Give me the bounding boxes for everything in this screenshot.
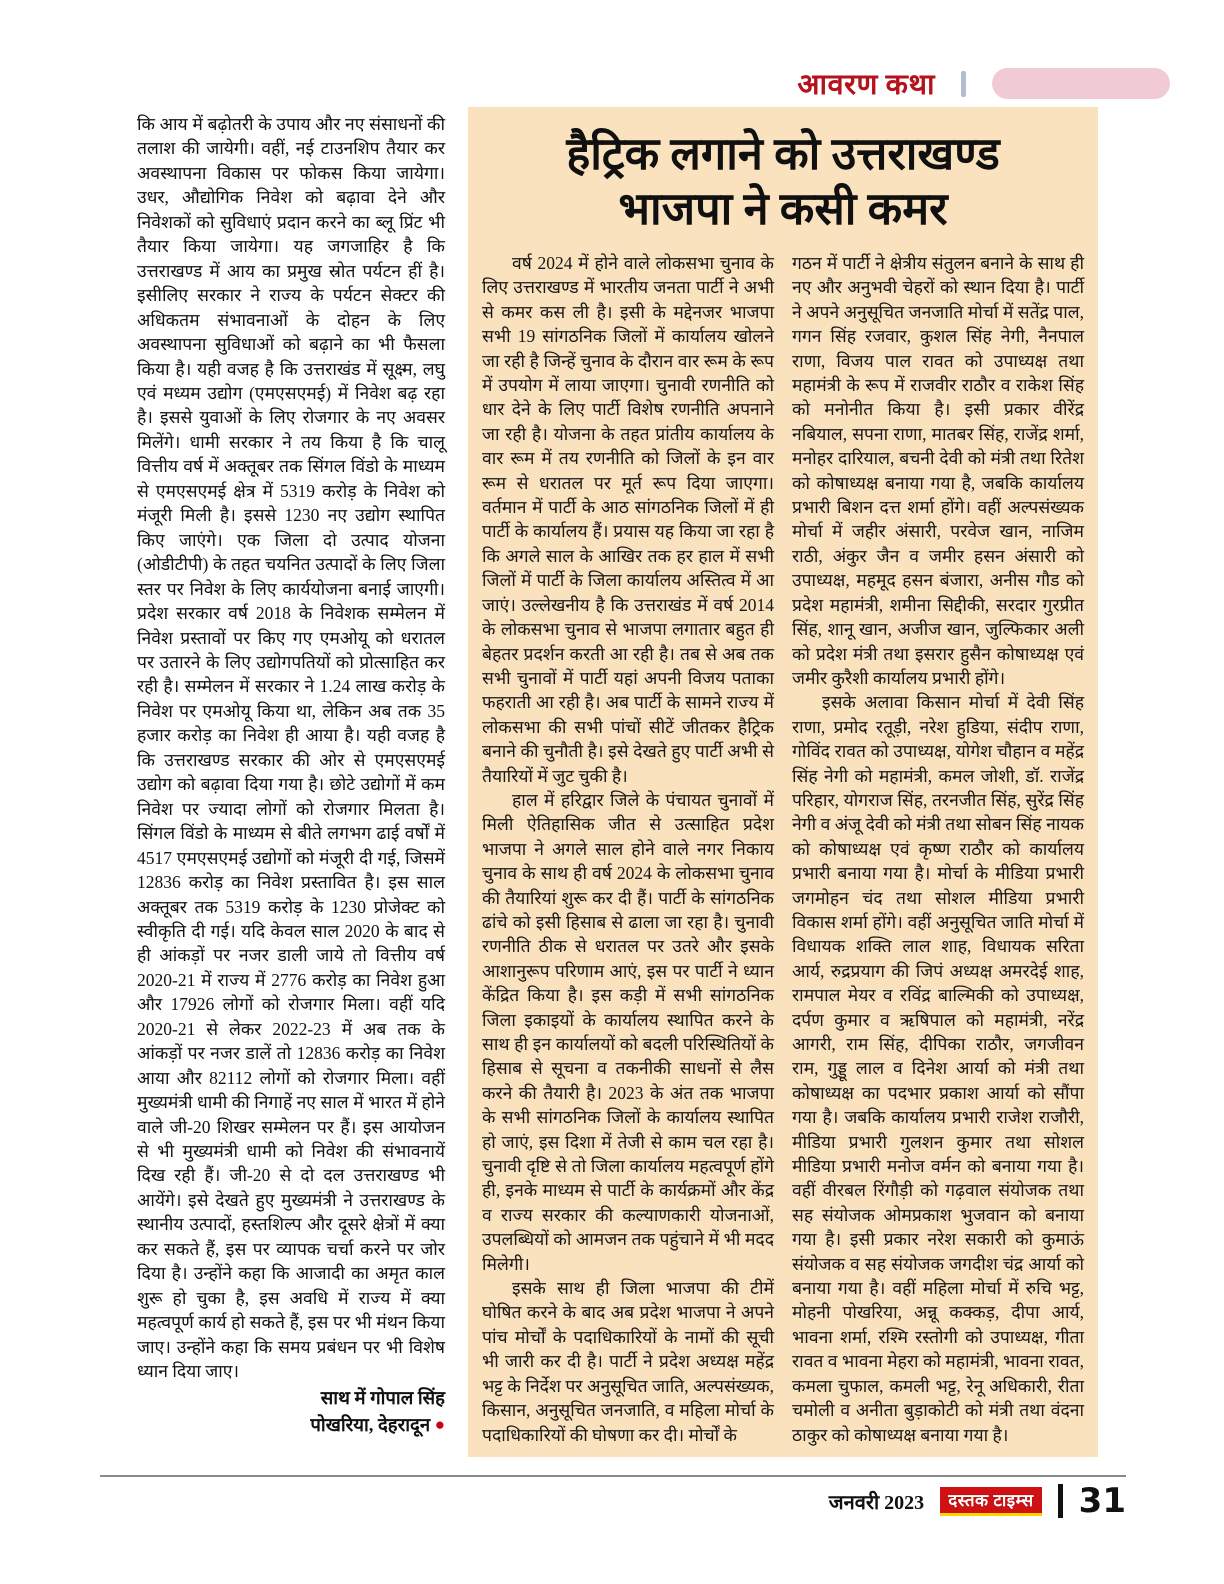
feature-column-2	[792, 251, 1084, 1447]
page-number: 31	[1078, 1481, 1126, 1521]
article-headline	[482, 127, 1084, 237]
feature-column-1	[482, 251, 774, 1447]
cover-story-box	[468, 107, 1098, 1457]
author-credit-line2: पोखरिया, देहरादून ●	[310, 1414, 445, 1436]
paragraph: इसके साथ ही जिला भाजपा की टीमें घोषित करने के बाद अब प्रदेश भाजपा ने अपने पांच मोर्चों के पदाधिकारियों के नामों की सूची भी जारी कर दी है। पार्टी ने प्रदेश अध्यक्ष महेंद्र भट्ट के निर्देश पर अनुसूचित जाति, अल्पसंख्यक, किसान, अनुसूचित जनजाति, व महिला मोर्चा के पदाधिकारियों की घोषणा कर दी। मोर्चों के	[482, 1278, 774, 1445]
paragraph: वर्ष 2024 में होने वाले लोकसभा चुनाव के लिए उत्तराखण्ड में भारतीय जनता पार्टी ने अभी से कमर कस ली है। इसी के मद्देनजर भाजपा सभी 19 सांगठनिक जिलों में कार्यालय खोलने जा रही है जिन्हें चुनाव के दौरान वार रूम के रूप में उपयोग में लाया जाएगा। चुनावी रणनीति को धार देने के लिए पार्टी विशेष रणनीति अपनाने जा रही है। योजना के तहत प्रांतीय कार्यालय के वार रूम में तय रणनीति को जिलों के इन वार रूम से धरातल पर मूर्त रूप दिया जाएगा। वर्तमान में पार्टी के आठ सांगठनिक जिलों में ही पार्टी के कार्यालय हैं। प्रयास यह किया जा रहा है कि अगले साल के आखिर तक हर हाल में सभी जिलों में पार्टी के जिला कार्यालय अस्तित्व में आ जाएं। उल्लेखनीय है कि उत्तराखंड में वर्ष 2014 के लोकसभा चुनाव से भाजपा लगातार बहुत ही बेहतर प्रदर्शन करती आ रही है। तब से अब तक सभी चुनावों में पार्टी यहां अपनी विजय पताका फहराती आ रही है। अब पार्टी के सामने राज्य में लोकसभा की सभी पांचों सीटें जीतकर हैट्रिक बनाने की चुनौती है। इसे देखते हुए पार्टी अभी से तैयारियों में जुट चुकी है।	[482, 253, 774, 786]
left-column-text: कि आय में बढ़ोतरी के उपाय और नए संसाधनों की तलाश की जायेगी। वहीं, नई टाउनशिप तैयार कर अवस्थापना विकास पर फोकस किया जायेगा। उधर, औद्योगिक निवेश को बढ़ावा देने और निवेशकों को सुविधाएं प्रदान करने का ब्लू प्रिंट भी तैयार किया जायेगा। यह जगजाहिर है कि उत्तराखण्ड में आय का प्रमुख स्रोत पर्यटन हीं है। इसीलिए सरकार ने राज्य के पर्यटन सेक्टर की अधिकतम संभावनाओं के दोहन के लिए अवस्थापना सुविधाओं को बढ़ाने का भी फैसला किया है। यही वजह है कि उत्तराखंड में सूक्ष्म, लघु एवं मध्यम उद्योग (एमएसएमई) में निवेश बढ़ रहा है। इससे युवाओं के लिए रोजगार के नए अवसर मिलेंगे। धामी सरकार ने तय किया है कि चालू वित्तीय वर्ष में अक्तूबर तक सिंगल विंडो के माध्यम से एमएसएमई क्षेत्र में 5319 करोड़ के निवेश को मंजूरी मिली है। इससे 1230 नए उद्योग स्थापित किए जाएंगे। एक जिला दो उत्पाद योजना (ओडीटीपी) के तहत चयनित उत्पादों के लिए जिला स्तर पर निवेश के लिए कार्ययोजना बनाई जाएगी। प्रदेश सरकार वर्ष 2018 के निवेशक सम्मेलन में निवेश प्रस्तावों पर किए गए एमओयू को धरातल पर उतारने के लिए उद्योगपतियों को प्रोत्साहित कर रही है। सम्मेलन में सरकार ने 1.24 लाख करोड़ के निवेश पर एमओयू किया था, लेकिन अब तक 35 हजार करोड़ का निवेश ही आया है। यही वजह है कि उत्तराखण्ड सरकार की ओर से एमएसएमई उद्योग को बढ़ावा दिया गया है। छोटे उद्योगों में कम निवेश पर ज्यादा लोगों को रोजगार मिलता है। सिंगल विंडो के माध्यम से बीते लगभग ढाई वर्षों में 4517 एमएसएमई उद्योगों को मंजूरी दी गई, जिसमें 12836 करोड़ का निवेश प्रस्तावित है। इस साल अक्तूबर तक 5319 करोड़ के 1230 प्रोजेक्ट को स्वीकृति दी गई। यदि केवल साल 2020 के बाद से ही आंकड़ों पर नजर डाली जाये तो वित्तीय वर्ष 2020-21 में राज्य में 2776 करोड़ का निवेश हुआ और 17926 लोगों को रोजगार मिला। वहीं यदि 2020-21 से लेकर 2022-23 में अब तक के आंकड़ों पर नजर डालें तो 12836 करोड़ का निवेश आया और 82112 लोगों को रोजगार मिला। वहीं मुख्यमंत्री धामी की निगाहें नए साल में भारत में होने वाले जी-20 शिखर सम्मेलन पर हैं। इस आयोजन से भी मुख्यमंत्री धामी को निवेश की संभावनायें दिख रही हैं। जी-20 से दो दल उत्तराखण्ड भी आयेंगे। इसे देखते हुए मुख्यमंत्री ने उत्तराखण्ड के स्थानीय उत्पादों, हस्तशिल्प और दूसरे क्षेत्रों में क्या कर सकते हैं, इस पर व्यापक चर्चा करने पर जोर दिया है। उन्होंने कहा कि आजादी का अमृत काल शुरू हो चुका है, इस अवधि में राज्य में क्या महत्वपूर्ण कार्य हो सकते हैं, इस पर भी मंथन किया जाए। उन्होंने कहा कि समय प्रबंधन पर भी विशेष ध्यान दिया जाए।	[137, 114, 445, 1382]
feature-columns	[482, 251, 1084, 1447]
left-article-column	[137, 112, 445, 1439]
footer-divider-bar	[1058, 1484, 1063, 1518]
headline-line2: भाजपा ने कसी कमर	[618, 184, 948, 234]
headline-line1: हैट्रिक लगाने को उत्तराखण्ड	[566, 129, 1000, 179]
section-label: आवरण कथा	[797, 69, 935, 101]
page-header	[0, 64, 1192, 103]
end-of-article-dot-icon: ●	[434, 1414, 445, 1434]
author-credit-line1: साथ में गोपाल सिंह	[320, 1388, 445, 1409]
paragraph: गठन में पार्टी ने क्षेत्रीय संतुलन बनाने के साथ ही नए और अनुभवी चेहरों को स्थान दिया है। पार्टी ने अपने अनुसूचित जनजाति मोर्चा में सतेंद्र पाल, गगन सिंह रजवार, कुशल सिंह नेगी, नैनपाल राणा, विजय पाल रावत को उपाध्यक्ष तथा महामंत्री के रूप में राजवीर राठौर व राकेश सिंह को मनोनीत किया है। इसी प्रकार वीरेंद्र नबियाल, सपना राणा, मातबर सिंह, राजेंद्र शर्मा, मनोहर दारियाल, बचनी देवी को मंत्री तथा रितेश को कोषाध्यक्ष बनाया गया है, जबकि कार्यालय प्रभारी बिशन दत्त शर्मा होंगे। वहीं अल्पसंख्यक मोर्चा में जहीर अंसारी, परवेज खान, नाजिम राठी, अंकुर जैन व जमीर हसन अंसारी को उपाध्यक्ष, महमूद हसन बंजारा, अनीस गौड को प्रदेश महामंत्री, शमीना सिद्दीकी, सरदार गुरप्रीत सिंह, शानू खान, अजीज खान, जुल्फिकार अली को प्रदेश मंत्री तथा इसरार हुसैन कोषाध्यक्ष एवं जमीर कुरैशी कार्यालय प्रभारी होंगे।	[792, 253, 1084, 688]
header-pink-pill	[992, 68, 1170, 99]
magazine-logo: दस्तक टाइम्स	[940, 1487, 1041, 1516]
page-footer	[828, 1481, 1126, 1521]
issue-date: जनवरी 2023	[828, 1491, 925, 1514]
paragraph: हाल में हरिद्वार जिले के पंचायत चुनावों में मिली ऐतिहासिक जीत से उत्साहित प्रदेश भाजपा ने अगले साल होने वाले नगर निकाय चुनाव के साथ ही वर्ष 2024 के लोकसभा चुनाव की तैयारियां शुरू कर दी हैं। पार्टी के सांगठनिक ढांचे को इसी हिसाब से ढाला जा रहा है। चुनावी रणनीति ठीक से धरातल पर उतरे और इसके आशानुरूप परिणाम आएं, इस पर पार्टी ने ध्यान केंद्रित किया है। इस कड़ी में सभी सांगठनिक जिला इकाइयों के कार्यालय स्थापित करने के साथ ही इन कार्यालयों को बदली परिस्थितियों के हिसाब से सूचना व तकनीकी साधनों से लैस करने की तैयारी है। 2023 के अंत तक भाजपा के सभी सांगठनिक जिलों के कार्यालय स्थापित हो जाएं, इस दिशा में तेजी से काम चल रहा है। चुनावी दृष्टि से तो जिला कार्यालय महत्वपूर्ण होंगे ही, इनके माध्यम से पार्टी के कार्यक्रमों और केंद्र व राज्य सरकार की कल्याणकारी योजनाओं, उपलब्धियों को आमजन तक पहुंचाने में भी मदद मिलेगी।	[482, 789, 774, 1274]
header-divider-tick	[961, 71, 966, 97]
author-credit	[137, 1386, 445, 1439]
paragraph: इसके अलावा किसान मोर्चा में देवी सिंह राणा, प्रमोद रतूड़ी, नरेश हुडिया, संदीप राणा, गोविंद रावत को उपाध्यक्ष, योगेश चौहान व महेंद्र सिंह नेगी को महामंत्री, कमल जोशी, डॉ. राजेंद्र परिहार, योगराज सिंह, तरनजीत सिंह, सुरेंद्र सिंह नेगी व अंजू देवी को मंत्री तथा सोबन सिंह नायक को कोषाध्यक्ष एवं कृष्ण राठौर को कार्यालय प्रभारी बनाया गया है। मोर्चा के मीडिया प्रभारी जगमोहन चंद तथा सोशल मीडिया प्रभारी विकास शर्मा होंगे। वहीं अनुसूचित जाति मोर्चा में विधायक शक्ति लाल शाह, विधायक सरिता आर्य, रुद्रप्रयाग की जिपं अध्यक्ष अमरदेई शाह, रामपाल मेयर व रविंद्र बाल्मिकी को उपाध्यक्ष, दर्पण कुमार व ऋषिपाल को महामंत्री, नरेंद्र आगरी, राम सिंह, दीपिका राठौर, जगजीवन राम, गुड्डू लाल व दिनेश आर्या को मंत्री तथा कोषाध्यक्ष का पदभार प्रकाश आर्या को सौंपा गया है। जबकि कार्यालय प्रभारी राजेश राजौरी, मीडिया प्रभारी गुलशन कुमार तथा सोशल मीडिया प्रभारी मनोज वर्मन को बनाया गया है। वहीं वीरबल रिंगौड़ी को गढ़वाल संयोजक तथा सह संयोजक ओमप्रकाश भुजवान को बनाया गया है। इसी प्रकार नरेश सकारी को कुमाऊं संयोजक व सह संयोजक जगदीश चंद्र आर्या को बनाया गया है। वहीं महिला मोर्चा में रुचि भट्ट, मोहनी पोखरिया, अन्नू कक्कड़, दीपा आर्य, भावना शर्मा, रश्मि रस्तोगी को उपाध्यक्ष, गीता रावत व भावना मेहरा को महामंत्री, भावना रावत, कमला चुफाल, कमली भट्ट, रेनू अधिकारी, रीता चमोली व अनीता बुड़ाकोटी को मंत्री तथा वंदना ठाकुर को कोषाध्यक्ष बनाया गया है।	[792, 692, 1084, 1445]
footer-rule	[100, 1475, 1126, 1477]
